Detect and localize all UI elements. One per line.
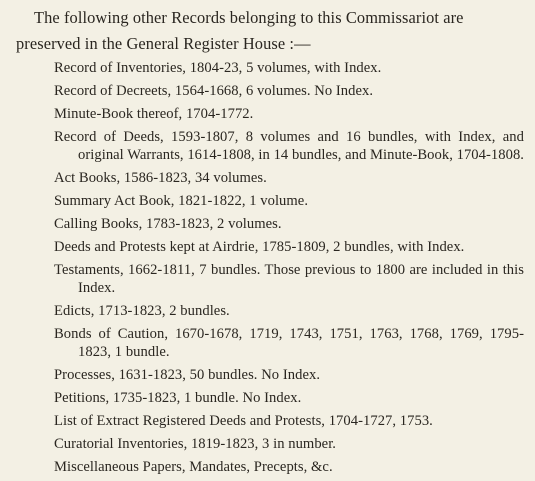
record-entry: List of Extract Registered Deeds and Protests, 1704-1727, 1753. xyxy=(54,413,433,429)
record-entry: Calling Books, 1783-1823, 2 volumes. xyxy=(54,216,282,232)
record-entry: Curatorial Inventories, 1819-1823, 3 in number. xyxy=(54,436,337,452)
record-entry: Edicts, 1713-1823, 2 bundles. xyxy=(54,303,230,319)
record-entry: Petitions, 1735-1823, 1 bundle. No Index. xyxy=(54,390,302,406)
record-entry: Act Books, 1586-1823, 34 volumes. xyxy=(54,170,267,186)
record-entry: Summary Act Book, 1821-1822, 1 volume. xyxy=(54,193,309,209)
record-entry: Deeds and Protests kept at Airdrie, 1785-1809, 2 bundles, with Index. xyxy=(54,239,465,255)
record-entry: Record of Deeds, 1593-1807, 8 volumes and 16 bundles, with Index, and original Warrants, 1614-1808, in 14 bundles, and Minute-Book, 1704-1808. xyxy=(54,129,524,163)
intro-text: The following other Records belonging to this Commissariot are preserved in the General Register House :— xyxy=(16,8,464,53)
record-entry: Minute-Book thereof, 1704-1772. xyxy=(54,106,254,122)
record-entry: Testaments, 1662-1811, 7 bundles. Those previous to 1800 are included in this Index. xyxy=(54,262,524,296)
records-list xyxy=(54,59,524,481)
record-entry: Processes, 1631-1823, 50 bundles. No Index. xyxy=(54,367,321,383)
record-entry: Miscellaneous Papers, Mandates, Precepts, &c. xyxy=(54,459,333,475)
record-entry: Bonds of Caution, 1670-1678, 1719, 1743, 1751, 1763, 1768, 1769, 1795-1823, 1 bundle. xyxy=(54,326,524,360)
record-entry: Record of Decreets, 1564-1668, 6 volumes. No Index. xyxy=(54,83,374,99)
record-entry: Record of Inventories, 1804-23, 5 volumes, with Index. xyxy=(54,60,382,76)
intro-paragraph xyxy=(16,5,526,57)
